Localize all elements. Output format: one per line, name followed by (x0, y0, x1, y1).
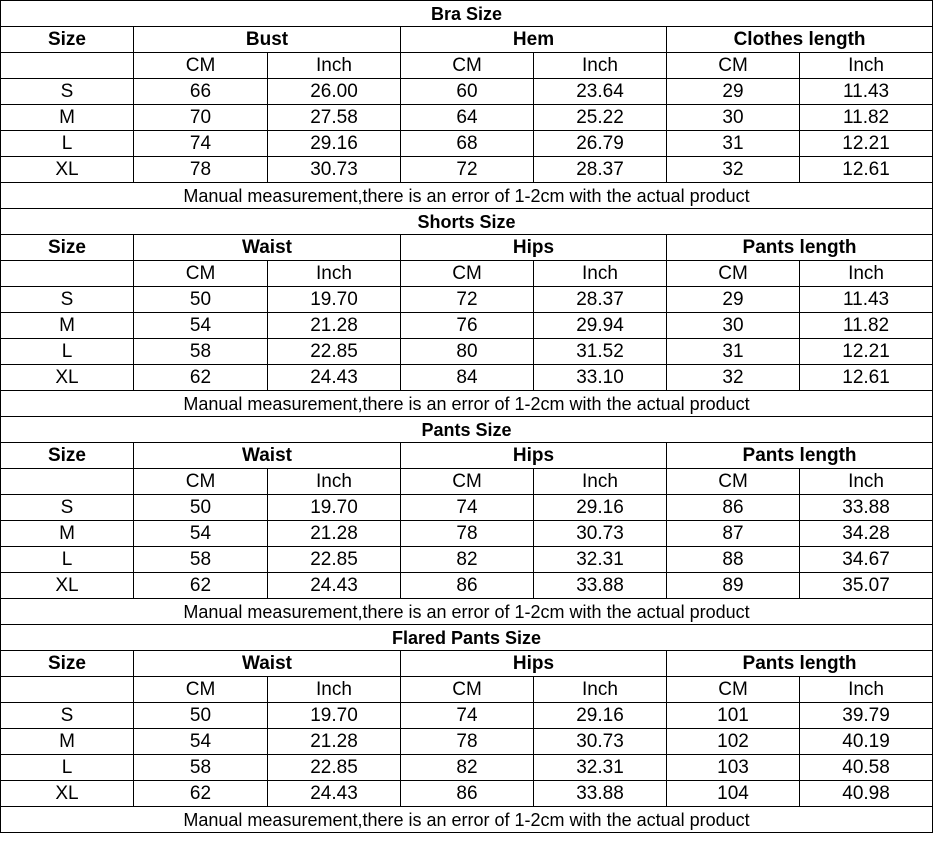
measurement-value: 31 (667, 131, 800, 157)
table-row (1, 79, 933, 105)
measurement-value: 22.85 (268, 755, 401, 781)
measurement-value: 24.43 (268, 781, 401, 807)
unit-header: CM (667, 261, 800, 287)
measure-header: Waist (134, 235, 401, 261)
measurement-value: 62 (134, 781, 268, 807)
unit-header: Inch (800, 469, 933, 495)
measurement-value: 87 (667, 521, 800, 547)
measurement-value: 33.88 (534, 781, 667, 807)
empty-cell (1, 53, 134, 79)
size-label: M (1, 729, 134, 755)
note-row (1, 599, 933, 625)
measure-header: Clothes length (667, 27, 933, 53)
measure-header: Hips (401, 235, 667, 261)
section-title-row (1, 209, 933, 235)
unit-header: Inch (268, 469, 401, 495)
unit-header: CM (134, 261, 268, 287)
size-column-header: Size (1, 651, 134, 677)
measurement-value: 50 (134, 495, 268, 521)
measurement-value: 78 (134, 157, 268, 183)
measurement-value: 33.88 (800, 495, 933, 521)
note-row (1, 807, 933, 833)
measurement-value: 88 (667, 547, 800, 573)
measurement-value: 62 (134, 365, 268, 391)
size-label: L (1, 755, 134, 781)
unit-header: Inch (534, 469, 667, 495)
size-label: S (1, 287, 134, 313)
measurement-value: 24.43 (268, 365, 401, 391)
measure-header: Waist (134, 443, 401, 469)
measurement-value: 58 (134, 339, 268, 365)
unit-header: Inch (534, 677, 667, 703)
section-title: Pants Size (1, 417, 933, 443)
measurement-value: 22.85 (268, 339, 401, 365)
table-row (1, 287, 933, 313)
measurement-value: 54 (134, 313, 268, 339)
measurement-value: 12.61 (800, 157, 933, 183)
unit-header: CM (401, 469, 534, 495)
empty-cell (1, 261, 134, 287)
unit-header-row (1, 261, 933, 287)
table-row (1, 313, 933, 339)
unit-header: CM (401, 677, 534, 703)
measurement-value: 86 (401, 573, 534, 599)
measurement-value: 11.43 (800, 79, 933, 105)
note-row (1, 391, 933, 417)
measurement-value: 78 (401, 729, 534, 755)
measurement-value: 70 (134, 105, 268, 131)
unit-header: CM (134, 469, 268, 495)
table-row (1, 703, 933, 729)
measurement-value: 40.19 (800, 729, 933, 755)
measurement-value: 104 (667, 781, 800, 807)
measurement-value: 25.22 (534, 105, 667, 131)
size-column-header: Size (1, 235, 134, 261)
measurement-value: 31 (667, 339, 800, 365)
size-label: S (1, 79, 134, 105)
size-label: S (1, 495, 134, 521)
size-chart-body (1, 1, 933, 833)
unit-header: Inch (534, 261, 667, 287)
size-label: XL (1, 365, 134, 391)
measurement-value: 103 (667, 755, 800, 781)
measurement-value: 54 (134, 729, 268, 755)
unit-header: Inch (534, 53, 667, 79)
measurement-value: 40.58 (800, 755, 933, 781)
measurement-note: Manual measurement,there is an error of 1-2cm with the actual product (1, 183, 933, 209)
measurement-value: 29.16 (534, 703, 667, 729)
measurement-value: 72 (401, 157, 534, 183)
measurement-value: 11.82 (800, 105, 933, 131)
section-title-row (1, 625, 933, 651)
unit-header: CM (667, 469, 800, 495)
measurement-value: 84 (401, 365, 534, 391)
measurement-value: 12.21 (800, 339, 933, 365)
measurement-value: 12.21 (800, 131, 933, 157)
measure-header: Pants length (667, 235, 933, 261)
table-row (1, 157, 933, 183)
unit-header: Inch (268, 53, 401, 79)
measurement-value: 54 (134, 521, 268, 547)
measure-header-row (1, 27, 933, 53)
measurement-value: 86 (401, 781, 534, 807)
measurement-value: 28.37 (534, 287, 667, 313)
table-row (1, 365, 933, 391)
unit-header-row (1, 677, 933, 703)
size-column-header: Size (1, 27, 134, 53)
measurement-value: 39.79 (800, 703, 933, 729)
note-row (1, 183, 933, 209)
measurement-value: 24.43 (268, 573, 401, 599)
measurement-value: 30.73 (534, 521, 667, 547)
measurement-value: 26.79 (534, 131, 667, 157)
empty-cell (1, 469, 134, 495)
measure-header: Waist (134, 651, 401, 677)
section-title: Bra Size (1, 1, 933, 27)
table-row (1, 105, 933, 131)
measurement-value: 35.07 (800, 573, 933, 599)
measurement-value: 30.73 (534, 729, 667, 755)
measurement-value: 29.94 (534, 313, 667, 339)
table-row (1, 521, 933, 547)
measurement-value: 31.52 (534, 339, 667, 365)
measurement-note: Manual measurement,there is an error of 1-2cm with the actual product (1, 807, 933, 833)
unit-header: Inch (800, 261, 933, 287)
measurement-value: 66 (134, 79, 268, 105)
measurement-value: 30.73 (268, 157, 401, 183)
measurement-value: 33.10 (534, 365, 667, 391)
measurement-value: 27.58 (268, 105, 401, 131)
measure-header: Bust (134, 27, 401, 53)
size-label: M (1, 313, 134, 339)
measurement-value: 50 (134, 703, 268, 729)
unit-header: CM (134, 53, 268, 79)
table-row (1, 131, 933, 157)
measurement-value: 21.28 (268, 729, 401, 755)
measurement-value: 21.28 (268, 521, 401, 547)
size-label: M (1, 105, 134, 131)
size-label: XL (1, 157, 134, 183)
table-row (1, 573, 933, 599)
measurement-value: 82 (401, 547, 534, 573)
section-title: Shorts Size (1, 209, 933, 235)
table-row (1, 781, 933, 807)
table-row (1, 755, 933, 781)
measurement-value: 26.00 (268, 79, 401, 105)
unit-header: Inch (800, 53, 933, 79)
measurement-value: 22.85 (268, 547, 401, 573)
table-row (1, 729, 933, 755)
measurement-value: 23.64 (534, 79, 667, 105)
table-row (1, 495, 933, 521)
measurement-value: 74 (134, 131, 268, 157)
measurement-value: 62 (134, 573, 268, 599)
measurement-value: 29 (667, 79, 800, 105)
table-row (1, 547, 933, 573)
measurement-value: 11.43 (800, 287, 933, 313)
measurement-value: 101 (667, 703, 800, 729)
measurement-value: 19.70 (268, 287, 401, 313)
size-label: XL (1, 781, 134, 807)
size-label: S (1, 703, 134, 729)
unit-header: Inch (268, 261, 401, 287)
measurement-value: 80 (401, 339, 534, 365)
size-label: L (1, 339, 134, 365)
measure-header-row (1, 235, 933, 261)
measurement-value: 60 (401, 79, 534, 105)
size-label: M (1, 521, 134, 547)
measurement-value: 32.31 (534, 547, 667, 573)
unit-header: Inch (800, 677, 933, 703)
measurement-value: 19.70 (268, 495, 401, 521)
measurement-value: 21.28 (268, 313, 401, 339)
measurement-value: 89 (667, 573, 800, 599)
measurement-value: 68 (401, 131, 534, 157)
measure-header: Pants length (667, 443, 933, 469)
measurement-value: 74 (401, 703, 534, 729)
measurement-value: 12.61 (800, 365, 933, 391)
measurement-value: 29.16 (268, 131, 401, 157)
measurement-note: Manual measurement,there is an error of 1-2cm with the actual product (1, 391, 933, 417)
measurement-value: 58 (134, 755, 268, 781)
measure-header: Hips (401, 443, 667, 469)
unit-header: Inch (268, 677, 401, 703)
size-label: L (1, 547, 134, 573)
unit-header: CM (134, 677, 268, 703)
measurement-value: 102 (667, 729, 800, 755)
measurement-value: 30 (667, 313, 800, 339)
unit-header: CM (667, 677, 800, 703)
measurement-value: 72 (401, 287, 534, 313)
measurement-value: 34.28 (800, 521, 933, 547)
measurement-value: 32 (667, 157, 800, 183)
size-label: L (1, 131, 134, 157)
measure-header: Hem (401, 27, 667, 53)
section-title: Flared Pants Size (1, 625, 933, 651)
measure-header: Pants length (667, 651, 933, 677)
measurement-value: 33.88 (534, 573, 667, 599)
measurement-note: Manual measurement,there is an error of 1-2cm with the actual product (1, 599, 933, 625)
measurement-value: 58 (134, 547, 268, 573)
size-column-header: Size (1, 443, 134, 469)
measurement-value: 86 (667, 495, 800, 521)
unit-header-row (1, 469, 933, 495)
unit-header: CM (401, 53, 534, 79)
measurement-value: 29.16 (534, 495, 667, 521)
measure-header: Hips (401, 651, 667, 677)
measurement-value: 34.67 (800, 547, 933, 573)
size-label: XL (1, 573, 134, 599)
measurement-value: 50 (134, 287, 268, 313)
measurement-value: 78 (401, 521, 534, 547)
measurement-value: 40.98 (800, 781, 933, 807)
measurement-value: 64 (401, 105, 534, 131)
measurement-value: 74 (401, 495, 534, 521)
unit-header: CM (667, 53, 800, 79)
measure-header-row (1, 651, 933, 677)
measurement-value: 11.82 (800, 313, 933, 339)
measurement-value: 29 (667, 287, 800, 313)
unit-header-row (1, 53, 933, 79)
section-title-row (1, 417, 933, 443)
measurement-value: 82 (401, 755, 534, 781)
unit-header: CM (401, 261, 534, 287)
measurement-value: 30 (667, 105, 800, 131)
measurement-value: 76 (401, 313, 534, 339)
table-row (1, 339, 933, 365)
measure-header-row (1, 443, 933, 469)
section-title-row (1, 1, 933, 27)
measurement-value: 32 (667, 365, 800, 391)
measurement-value: 28.37 (534, 157, 667, 183)
measurement-value: 32.31 (534, 755, 667, 781)
empty-cell (1, 677, 134, 703)
measurement-value: 19.70 (268, 703, 401, 729)
